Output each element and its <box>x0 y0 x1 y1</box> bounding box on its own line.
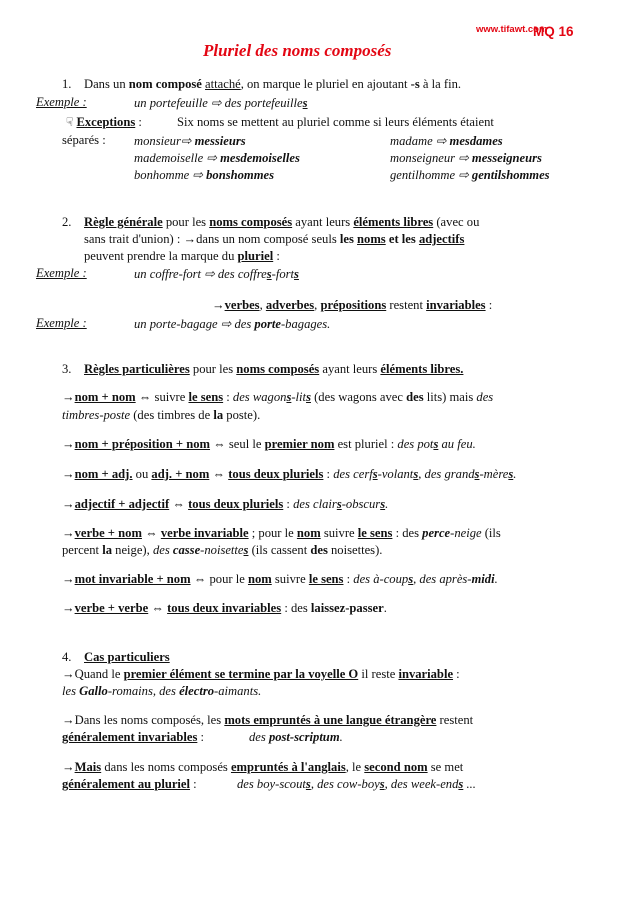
arrow-icon: → <box>212 298 225 312</box>
example-1: un portefeuille ⇨ des portefeuilles <box>134 96 308 110</box>
exceptions-text-2: séparés : <box>62 133 106 147</box>
section-3-heading: Règles particulières pour les noms composés ayant leurs éléments libres. <box>84 362 464 376</box>
exception-pair: monsieur⇨ messieurs <box>134 134 246 148</box>
rule-verbe-nom: →verbe + nom ⇔ verbe invariable ; pour le nom suivre le sens : des perce-neige (ils <box>62 526 501 540</box>
example-2: un coffre-fort ⇨ des coffres-forts <box>134 267 299 281</box>
cas-anglais: →Mais dans les noms composés empruntés à l'anglais, le second nom se met <box>62 760 464 774</box>
arrow-icon: → <box>62 601 75 615</box>
example-label: Exemple : <box>36 266 87 280</box>
example-label: Exemple : <box>36 95 87 109</box>
section-2-number: 2. <box>62 215 72 229</box>
section-2-line-1: Règle générale pour les noms composés ayant leurs éléments libres (avec ou <box>84 215 480 229</box>
section-4-number: 4. <box>62 650 72 664</box>
rule-nom-prep-nom: →nom + préposition + nom ⇔ seul le premier nom est pluriel : des pots au feu. <box>62 437 476 451</box>
rule-nom-nom: →nom + nom ⇔ suivre le sens : des wagons-lits (des wagons avec des lits) mais des <box>62 390 494 404</box>
page-title: Pluriel des noms composés <box>203 41 392 60</box>
rule-verbe-nom-2: percent la neige), des casse-noisettes (ils cassent des noisettes). <box>62 543 383 557</box>
rule-verbe-verbe: →verbe + verbe ⇔ tous deux invariables : des laissez-passer. <box>62 601 387 615</box>
rule-mot-invariable-nom: →mot invariable + nom ⇔ pour le nom suivre le sens : des à-coups, des après-midi. <box>62 572 498 586</box>
cas-anglais-example: des boy-scouts, des cow-boys, des week-ends ... <box>237 777 476 791</box>
exception-pair: monseigneur ⇨ messeigneurs <box>390 151 542 165</box>
cas-voyelle-o-example: les Gallo-romains, des électro-aimants. <box>62 684 262 698</box>
section-3-number: 3. <box>62 362 72 376</box>
arrow-icon: → <box>62 526 75 540</box>
site-url: www.tifawt.com <box>476 24 548 35</box>
arrow-icon: → <box>62 572 75 586</box>
section-1-number: 1. <box>62 77 72 91</box>
example-3: un porte-bagage ⇨ des porte-bagages. <box>134 317 331 331</box>
cas-langue-etrangere-example: des post-scriptum. <box>249 730 343 744</box>
cas-voyelle-o: →Quand le premier élément se termine par la voyelle O il reste invariable : <box>62 667 460 681</box>
example-label: Exemple : <box>36 316 87 330</box>
arrow-icon: → <box>62 760 75 774</box>
cas-anglais-2: généralement au pluriel : <box>62 777 197 791</box>
arrow-icon: → <box>62 497 75 511</box>
arrow-icon: → <box>62 390 75 404</box>
exception-pair: bonhomme ⇨ bonshommes <box>134 168 275 182</box>
invariables-line: →verbes, adverbes, prépositions restent invariables : <box>212 298 493 312</box>
section-4-title: Cas particuliers <box>84 650 170 664</box>
section-2-line-3: peuvent prendre la marque du pluriel : <box>84 249 280 263</box>
section-1-rule: Dans un nom composé attaché, on marque le pluriel en ajoutant -s à la fin. <box>84 77 462 91</box>
cas-langue-etrangere: →Dans les noms composés, les mots empruntés à une langue étrangère restent <box>62 713 474 727</box>
rule-nom-nom-2: timbres-poste (des timbres de la poste). <box>62 408 261 422</box>
exceptions-text: Six noms se mettent au pluriel comme si leurs éléments étaient <box>177 115 494 129</box>
rule-adj-adj: →adjectif + adjectif ⇔ tous deux pluriels : des clairs-obscurs. <box>62 497 389 511</box>
exception-pair: gentilhomme ⇨ gentilshommes <box>390 168 550 182</box>
exception-pair: madame ⇨ mesdames <box>390 134 503 148</box>
cas-langue-etrangere-2: généralement invariables : <box>62 730 205 744</box>
arrow-icon: → <box>62 667 75 681</box>
section-2-line-2: sans trait d'union) : →dans un nom composé seuls les noms et les adjectifs <box>84 232 465 246</box>
arrow-icon: → <box>62 437 75 451</box>
arrow-icon: → <box>183 232 197 246</box>
rule-nom-adj: →nom + adj. ou adj. + nom ⇔ tous deux pluriels : des cerfs-volants, des grands-mères. <box>62 467 517 481</box>
hand-pointer-icon: ☟ <box>66 115 74 129</box>
exceptions-line: ☟ Exceptions : <box>66 115 142 129</box>
arrow-icon: → <box>62 467 75 481</box>
exception-pair: mademoiselle ⇨ mesdemoiselles <box>134 151 300 165</box>
document-code: MQ 16 <box>533 24 574 39</box>
arrow-icon: → <box>62 713 75 727</box>
